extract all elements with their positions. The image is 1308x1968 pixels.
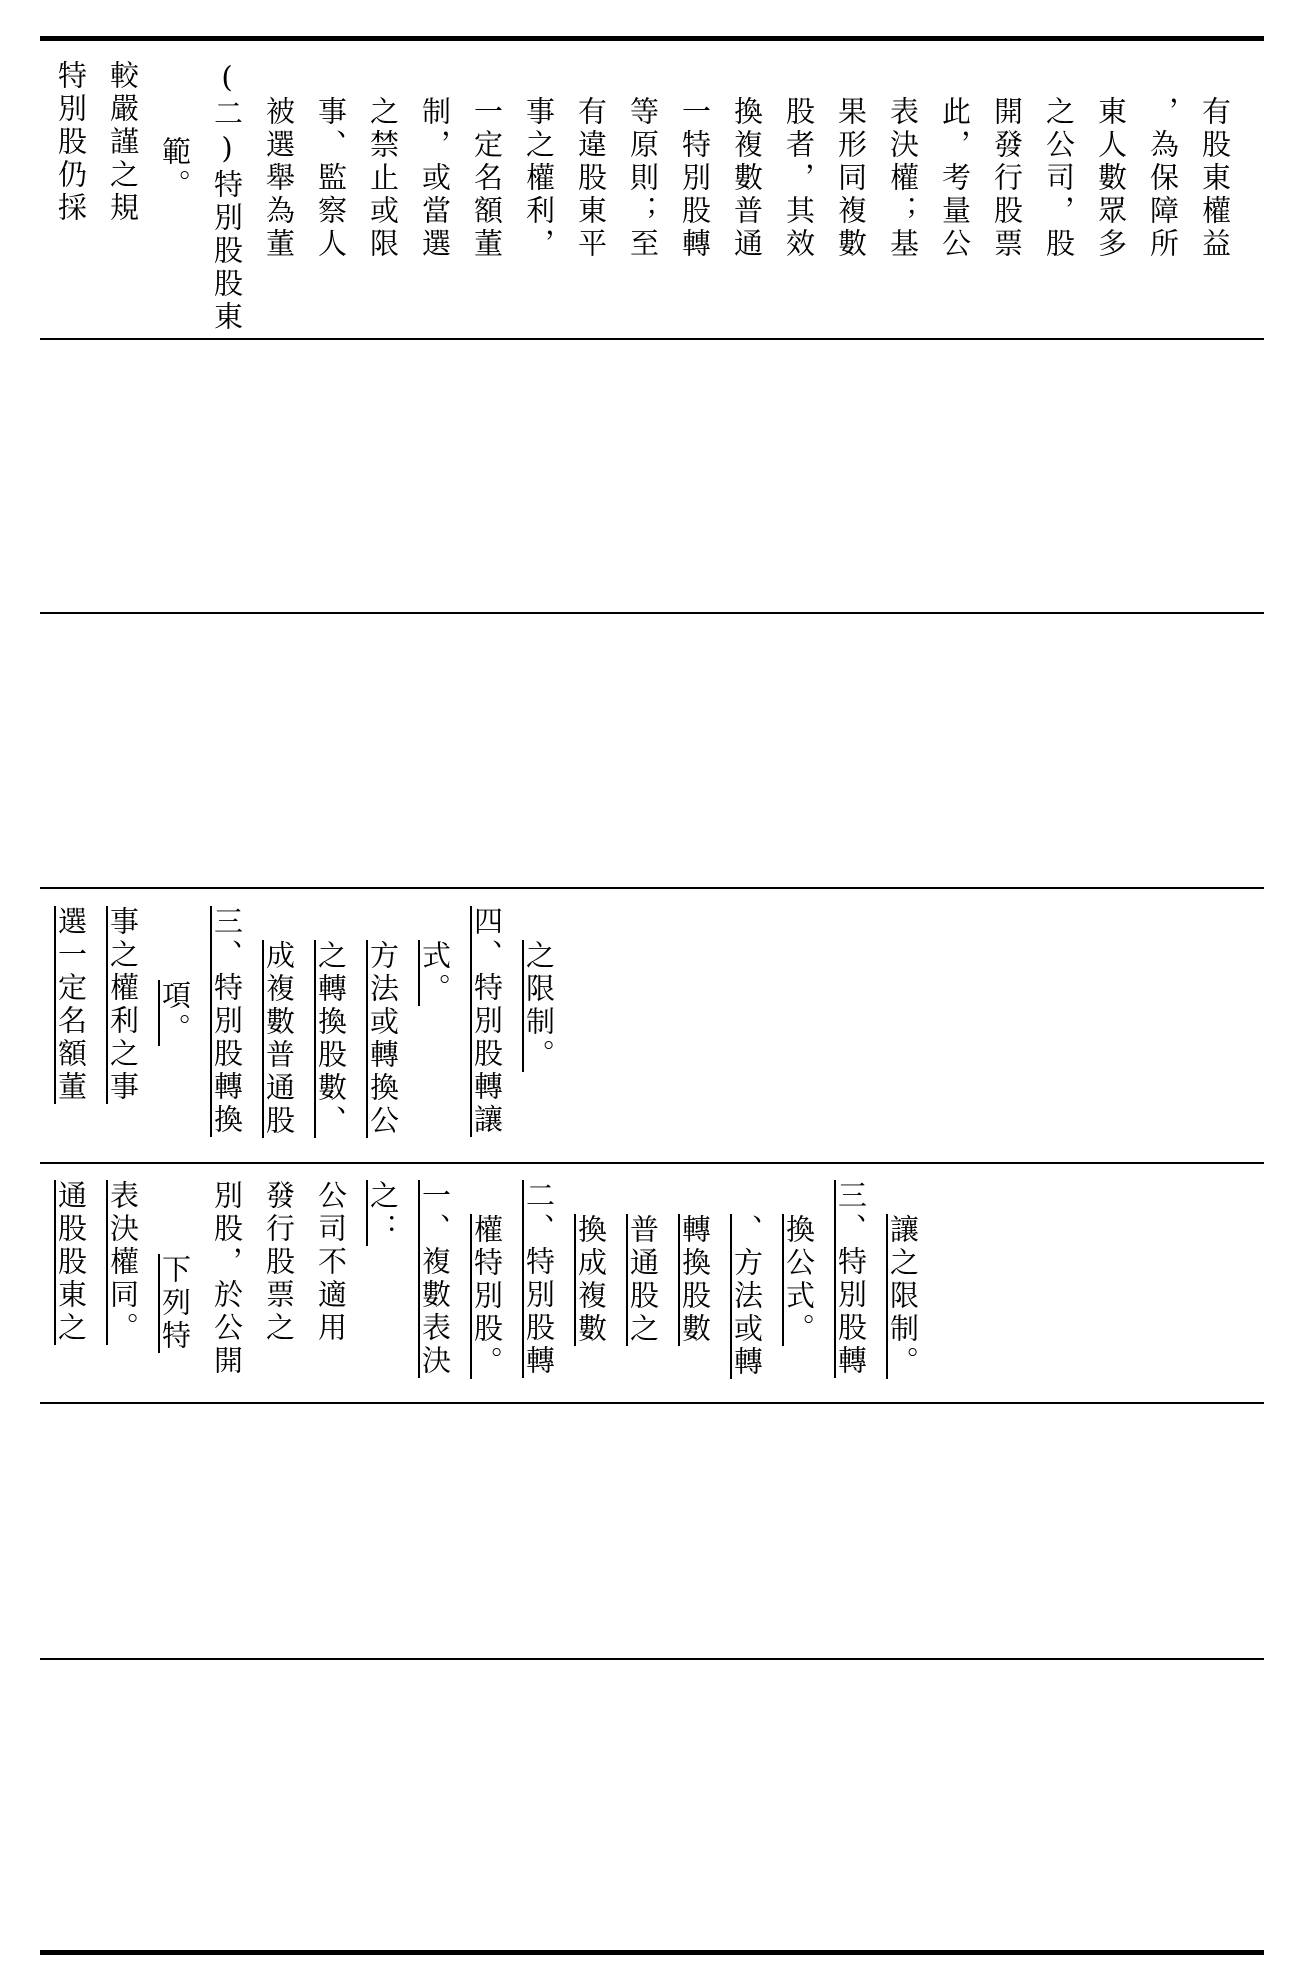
text-column: 事之權利之事 (106, 906, 140, 1104)
text-column: 、方法或轉 (730, 1214, 764, 1379)
text-column: 範。 (158, 136, 192, 202)
row-divider (40, 612, 1264, 614)
text-column: 方法或轉換公 (366, 940, 400, 1138)
text-column: 四、特別股轉讓 (470, 906, 504, 1137)
text-column: 一定名額董 (470, 96, 504, 261)
text-column: 果形同複數 (834, 96, 868, 261)
text-column: 開發行股票 (990, 96, 1024, 261)
text-column: 下列特 (158, 1254, 192, 1353)
text-column: 換成複數 (574, 1214, 608, 1346)
top-border (40, 36, 1264, 41)
explanation-band (40, 52, 1264, 332)
text-column: 二、特別股轉 (522, 1180, 556, 1378)
bottom-border (40, 1950, 1264, 1955)
amended-text-band (40, 900, 1264, 1155)
text-column: 等原則；至 (626, 96, 660, 261)
text-column: 換複數普通 (730, 96, 764, 261)
text-column: 三、特別股轉換 (210, 906, 244, 1137)
row-divider (40, 887, 1264, 889)
text-column: 通股股東之 (54, 1180, 88, 1345)
text-column: 之限制。 (522, 940, 556, 1072)
text-column: 特別股仍採 (54, 60, 88, 225)
text-column: 事、監察人 (314, 96, 348, 261)
text-column: 事之權利， (522, 96, 556, 261)
text-column: 東人數眾多 (1094, 96, 1128, 261)
text-column: 之禁止或限 (366, 96, 400, 261)
row-divider (40, 1658, 1264, 1660)
text-column: ，為保障所 (1146, 96, 1180, 261)
text-column: 普通股之 (626, 1214, 660, 1346)
text-column: 三、特別股轉 (834, 1180, 868, 1378)
text-column: 表決權同。 (106, 1180, 140, 1345)
text-column: 之： (366, 1180, 400, 1246)
text-column: 一特別股轉 (678, 96, 712, 261)
text-column: 別股，於公開 (210, 1180, 244, 1378)
text-column: 有違股東平 (574, 96, 608, 261)
text-column: 式。 (418, 940, 452, 1006)
row-divider (40, 1162, 1264, 1164)
text-column: 之轉換股數、 (314, 940, 348, 1138)
text-column: 有股東權益 (1198, 96, 1232, 261)
row-divider (40, 338, 1264, 340)
text-column: 表決權；基 (886, 96, 920, 261)
text-column: 被選舉為董 (262, 96, 296, 261)
text-column: 公司不適用 (314, 1180, 348, 1345)
text-column: 權特別股。 (470, 1214, 504, 1379)
text-column: 成複數普通股 (262, 940, 296, 1138)
current-text-band (40, 1174, 1264, 1396)
text-column: 制，或當選 (418, 96, 452, 261)
text-column: 項。 (158, 980, 192, 1046)
text-column: 股者，其效 (782, 96, 816, 261)
text-column: 選一定名額董 (54, 906, 88, 1104)
text-column: 此，考量公 (938, 96, 972, 261)
text-column: 讓之限制。 (886, 1214, 920, 1379)
text-column: 換公式。 (782, 1214, 816, 1346)
text-column: 之公司，股 (1042, 96, 1076, 261)
text-column: 發行股票之 (262, 1180, 296, 1345)
text-column: 一、複數表決 (418, 1180, 452, 1378)
text-column: (二)特別股股東 (210, 60, 244, 334)
text-column: 轉換股數 (678, 1214, 712, 1346)
row-divider (40, 1402, 1264, 1404)
text-column: 較嚴謹之規 (106, 60, 140, 225)
